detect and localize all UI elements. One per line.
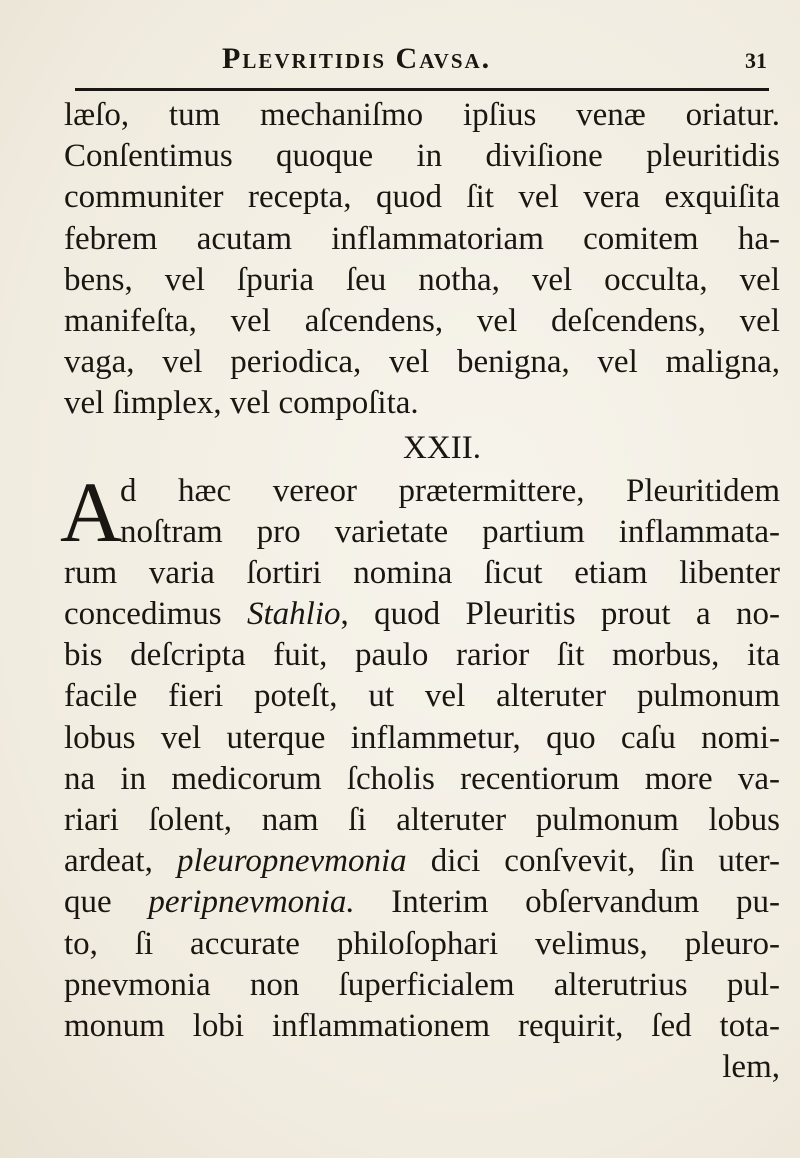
text-line: vel ſimplex, vel compoſita. — [64, 385, 419, 422]
page-header — [0, 42, 800, 82]
paragraph-1 — [64, 95, 780, 425]
italic-term: pleuropnevmonia — [176, 843, 407, 880]
text-line: monum lobi inflammationem requirit, ſed tota- — [64, 1007, 780, 1044]
header-rule — [75, 88, 769, 91]
text-line — [64, 594, 780, 635]
text-line: febrem acutam inflammatoriam comitem ha- — [64, 220, 780, 257]
catchword-line: lem, — [722, 1049, 780, 1086]
text-run: que — [64, 884, 149, 921]
text-line: Conſentimus quoque in diviſione pleuritidis — [64, 138, 780, 175]
text-line: lobus vel uterque inflammetur, quo caſu nomi- — [64, 719, 780, 756]
text-line: d hæc vereor prætermittere, Pleuritidem — [120, 472, 780, 509]
text-line: to, ſi accurate philoſophari velimus, pleuro- — [64, 925, 780, 962]
text-run: ardeat, — [64, 843, 177, 880]
page-number: 31 — [745, 48, 767, 73]
text-run: dici conſvevit, ſin uter- — [406, 843, 780, 880]
italic-term: peripnevmonia. — [148, 884, 355, 921]
running-title: Plevritidis Cavsa. — [222, 42, 492, 75]
text-line: læſo, tum mechaniſmo ipſius venæ oriatur. — [64, 97, 780, 133]
section-number: XXII. — [403, 429, 481, 466]
body-text — [60, 95, 780, 1088]
text-line: bens, vel ſpuria ſeu notha, vel occulta, vel — [64, 261, 780, 298]
paragraph-2 — [60, 463, 780, 1089]
text-line: bis deſcripta fuit, paulo rarior ſit morbus, ita — [64, 637, 780, 674]
text-line — [64, 882, 780, 923]
text-run: concedimus — [64, 596, 248, 633]
text-line: noſtram pro varietate partium inflammata- — [120, 513, 780, 550]
text-line — [64, 841, 780, 882]
drop-cap: A — [60, 463, 123, 560]
text-line: pnevmonia non ſuperficialem alterutrius pul- — [64, 966, 780, 1003]
text-line: facile fieri poteſt, ut vel alteruter pulmonum — [64, 678, 780, 715]
text-line: na in medicorum ſcholis recentiorum more va- — [64, 760, 780, 797]
text-line: riari ſolent, nam ſi alteruter pulmonum lobus — [64, 802, 780, 838]
text-run: Interim obſervandum pu- — [354, 884, 780, 921]
text-line: communiter recepta, quod ſit vel vera exquiſita — [64, 179, 780, 216]
text-line: rum varia ſortiri nomina ſicut etiam libenter — [64, 554, 780, 591]
italic-name: Stahlio — [247, 596, 341, 633]
text-line: vaga, vel periodica, vel benigna, vel maligna, — [64, 344, 780, 381]
text-line: manifeſta, vel aſcendens, vel deſcendens, vel — [64, 302, 780, 339]
text-run: , quod Pleuritis prout a no- — [340, 596, 780, 633]
